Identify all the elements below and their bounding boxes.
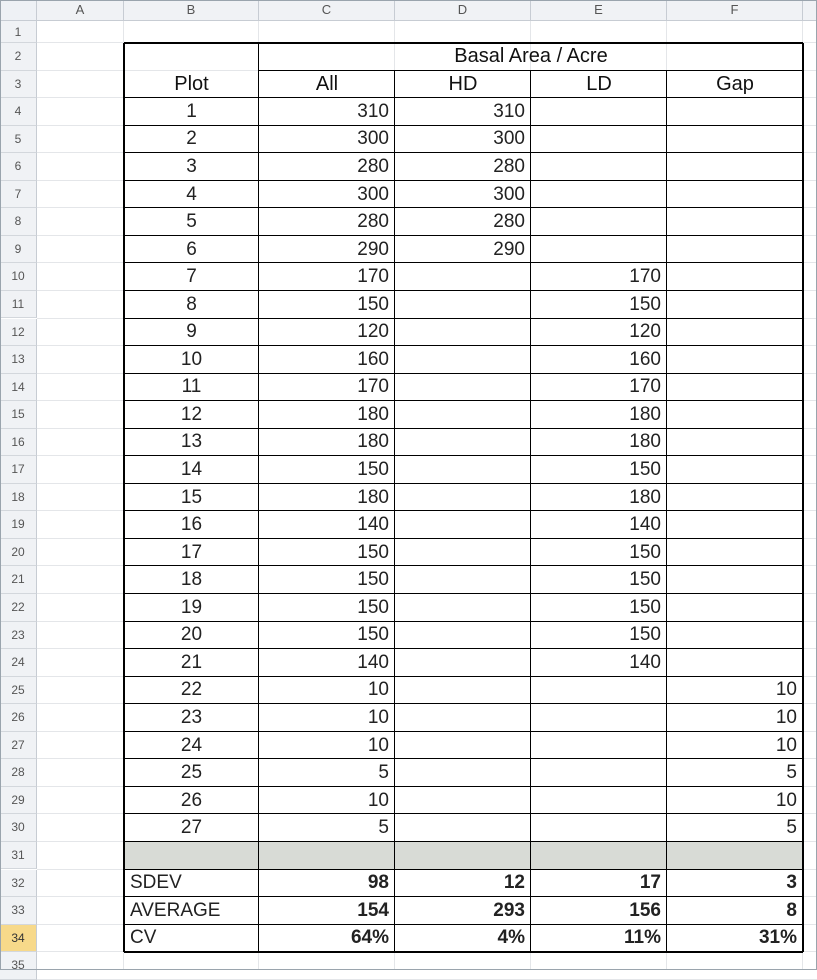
table-border	[530, 71, 531, 953]
value-cell: 300	[493, 128, 525, 150]
table-border	[124, 703, 803, 704]
column-header-f[interactable]: F	[667, 0, 803, 21]
table-border	[258, 43, 259, 952]
plot-cell: 25	[180, 762, 203, 784]
plot-cell: 5	[186, 211, 197, 233]
plot-cell: 26	[180, 789, 203, 811]
plot-cell: 2	[186, 128, 197, 150]
table-border	[124, 510, 803, 511]
value-cell: 140	[357, 514, 389, 536]
table-border	[124, 318, 803, 319]
table-border	[124, 841, 803, 842]
value-cell: 140	[629, 514, 661, 536]
row-header-2[interactable]: 2	[0, 43, 37, 71]
row-header-23[interactable]: 23	[0, 622, 37, 650]
table-border	[124, 455, 803, 456]
value-cell: 150	[357, 293, 389, 315]
plot-cell: 16	[180, 514, 203, 536]
plot-cell: 9	[186, 321, 197, 343]
row-header-27[interactable]: 27	[0, 732, 37, 760]
value-cell: 10	[775, 789, 797, 811]
table-border	[124, 924, 803, 925]
value-cell: 150	[357, 541, 389, 563]
plot-cell: 13	[180, 431, 203, 453]
table-border	[124, 180, 803, 181]
table-border	[124, 565, 803, 566]
plot-cell: 24	[180, 734, 203, 756]
plot-cell: 18	[180, 569, 203, 591]
value-cell: 280	[357, 211, 389, 233]
value-cell: 280	[493, 211, 525, 233]
summary-value: 156	[629, 899, 661, 921]
row-header-35[interactable]: 35	[0, 952, 37, 980]
table-border	[394, 71, 395, 953]
row-header-8[interactable]: 8	[0, 208, 37, 236]
summary-label: CV	[130, 927, 157, 949]
value-cell: 150	[629, 293, 661, 315]
header-ld: LD	[586, 72, 612, 95]
table-border	[124, 152, 803, 153]
value-cell: 150	[629, 596, 661, 618]
row-header-5[interactable]: 5	[0, 126, 37, 154]
value-cell: 10	[775, 706, 797, 728]
table-border	[124, 400, 803, 401]
row-header-6[interactable]: 6	[0, 153, 37, 181]
value-cell: 150	[629, 459, 661, 481]
row-header-25[interactable]: 25	[0, 677, 37, 705]
summary-value: 31%	[758, 927, 797, 949]
table-border	[124, 676, 803, 677]
value-cell: 310	[357, 100, 389, 122]
row-header-19[interactable]: 19	[0, 511, 37, 539]
row-header-10[interactable]: 10	[0, 263, 37, 291]
table-border	[124, 758, 803, 759]
column-header-overflow	[803, 0, 817, 21]
value-cell: 180	[629, 431, 661, 453]
value-cell: 180	[357, 403, 389, 425]
table-border	[124, 951, 803, 953]
row-header-32[interactable]: 32	[0, 870, 37, 898]
table-border	[124, 869, 803, 870]
plot-cell: 27	[180, 817, 203, 839]
column-header-c[interactable]: C	[259, 0, 395, 21]
plot-cell: 12	[180, 403, 203, 425]
value-cell: 5	[378, 817, 389, 839]
value-cell: 5	[786, 762, 797, 784]
plot-cell: 1	[186, 100, 197, 122]
value-cell: 170	[357, 376, 389, 398]
table-border	[124, 373, 803, 374]
row-header-3[interactable]: 3	[0, 71, 37, 99]
value-cell: 300	[357, 128, 389, 150]
row-header-30[interactable]: 30	[0, 814, 37, 842]
value-cell: 280	[493, 155, 525, 177]
table-border	[124, 538, 803, 539]
value-cell: 150	[357, 459, 389, 481]
summary-value: 293	[493, 899, 525, 921]
table-border	[666, 71, 667, 953]
row-header-28[interactable]: 28	[0, 759, 37, 787]
column-header-a[interactable]: A	[37, 0, 124, 21]
value-cell: 160	[629, 348, 661, 370]
row-header-11[interactable]: 11	[0, 291, 37, 319]
table-border	[124, 483, 803, 484]
summary-value: 4%	[497, 927, 525, 949]
row-header-21[interactable]: 21	[0, 566, 37, 594]
value-cell: 170	[629, 376, 661, 398]
value-cell: 150	[629, 541, 661, 563]
table-border	[124, 290, 803, 291]
plot-cell: 6	[186, 238, 197, 260]
table-border	[124, 235, 803, 236]
value-cell: 150	[357, 596, 389, 618]
separator-row	[124, 842, 803, 870]
plot-cell: 10	[180, 348, 203, 370]
value-cell: 150	[629, 569, 661, 591]
header-plot: Plot	[174, 72, 209, 95]
plot-cell: 15	[180, 486, 203, 508]
value-cell: 10	[367, 679, 389, 701]
column-header-d[interactable]: D	[395, 0, 531, 21]
value-cell: 160	[357, 348, 389, 370]
plot-cell: 4	[186, 183, 197, 205]
value-cell: 10	[367, 706, 389, 728]
plot-cell: 23	[180, 706, 203, 728]
row-header-15[interactable]: 15	[0, 401, 37, 429]
summary-value: 64%	[350, 927, 389, 949]
summary-label: SDEV	[130, 872, 182, 894]
group-header: Basal Area / Acre	[454, 45, 608, 68]
plot-cell: 20	[180, 624, 203, 646]
value-cell: 140	[357, 651, 389, 673]
value-cell: 140	[629, 651, 661, 673]
table-border	[124, 648, 803, 649]
value-cell: 180	[357, 486, 389, 508]
row-header-34[interactable]: 34	[0, 925, 37, 953]
table-border	[124, 731, 803, 732]
table-border	[802, 43, 804, 952]
value-cell: 150	[357, 569, 389, 591]
row-header-4[interactable]: 4	[0, 98, 37, 126]
row-header-7[interactable]: 7	[0, 181, 37, 209]
row-header-14[interactable]: 14	[0, 374, 37, 402]
value-cell: 290	[357, 238, 389, 260]
table-border	[124, 428, 803, 429]
summary-value: 8	[786, 899, 797, 921]
summary-label: AVERAGE	[130, 899, 221, 921]
plot-cell: 8	[186, 293, 197, 315]
table-border	[123, 43, 125, 952]
table-border	[124, 621, 803, 622]
row-header-13[interactable]: 13	[0, 346, 37, 374]
table-border	[124, 207, 803, 208]
summary-value: 154	[357, 899, 389, 921]
row-header-18[interactable]: 18	[0, 484, 37, 512]
table-border	[124, 786, 803, 787]
header-gap: Gap	[716, 72, 754, 95]
table-border	[124, 813, 803, 814]
value-cell: 120	[629, 321, 661, 343]
table-border	[124, 262, 803, 263]
value-cell: 10	[775, 679, 797, 701]
table-border	[124, 593, 803, 594]
row-header-17[interactable]: 17	[0, 456, 37, 484]
value-cell: 170	[629, 266, 661, 288]
plot-cell: 7	[186, 266, 197, 288]
summary-value: 11%	[624, 927, 661, 949]
row-header-12[interactable]: 12	[0, 319, 37, 347]
value-cell: 150	[629, 624, 661, 646]
value-cell: 120	[357, 321, 389, 343]
summary-value: 98	[367, 872, 389, 894]
row-header-22[interactable]: 22	[0, 594, 37, 622]
value-cell: 10	[775, 734, 797, 756]
plot-cell: 11	[181, 376, 202, 398]
summary-value: 3	[786, 872, 797, 894]
value-cell: 150	[357, 624, 389, 646]
plot-cell: 21	[180, 651, 203, 673]
table-border	[124, 345, 803, 346]
value-cell: 10	[367, 789, 389, 811]
table-border	[124, 97, 803, 98]
row-header-20[interactable]: 20	[0, 539, 37, 567]
summary-value: 17	[639, 872, 661, 894]
row-header-1[interactable]: 1	[0, 21, 37, 43]
value-cell: 170	[357, 266, 389, 288]
value-cell: 300	[357, 183, 389, 205]
row-header-16[interactable]: 16	[0, 429, 37, 457]
value-cell: 180	[357, 431, 389, 453]
value-cell: 180	[629, 486, 661, 508]
value-cell: 180	[629, 403, 661, 425]
value-cell: 5	[378, 762, 389, 784]
table-border	[124, 42, 803, 44]
plot-cell: 3	[186, 155, 197, 177]
value-cell: 5	[786, 817, 797, 839]
plot-cell: 17	[180, 541, 203, 563]
table-border	[124, 896, 803, 897]
value-cell: 280	[357, 155, 389, 177]
value-cell: 310	[493, 100, 525, 122]
value-cell: 290	[493, 238, 525, 260]
row-header-29[interactable]: 29	[0, 787, 37, 815]
select-all-corner[interactable]	[0, 0, 37, 21]
row-header-26[interactable]: 26	[0, 704, 37, 732]
column-header-b[interactable]: B	[124, 0, 259, 21]
value-cell: 300	[493, 183, 525, 205]
value-cell: 10	[367, 734, 389, 756]
plot-cell: 14	[180, 459, 203, 481]
column-header-e[interactable]: E	[531, 0, 667, 21]
row-header-24[interactable]: 24	[0, 649, 37, 677]
row-header-31[interactable]: 31	[0, 842, 37, 870]
plot-cell: 19	[180, 596, 203, 618]
header-hd: HD	[448, 72, 478, 95]
row-header-33[interactable]: 33	[0, 897, 37, 925]
plot-cell: 22	[180, 679, 203, 701]
table-border	[124, 125, 803, 126]
summary-value: 12	[503, 872, 525, 894]
header-all: All	[315, 72, 339, 95]
row-header-9[interactable]: 9	[0, 236, 37, 264]
table-border	[259, 70, 803, 71]
